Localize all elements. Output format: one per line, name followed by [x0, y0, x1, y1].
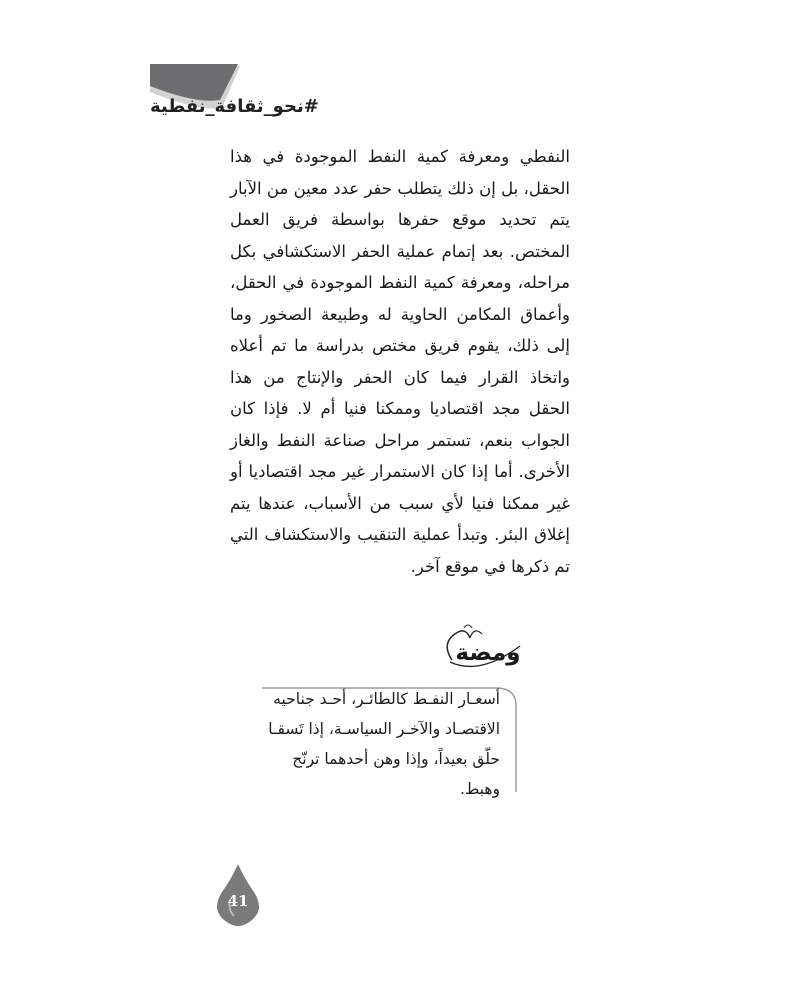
page-number: 41 [227, 892, 249, 910]
chapter-hashtag: #نحو_ثقافة_نفطية [150, 96, 319, 117]
header-tab-shape [0, 0, 800, 140]
aside-quote-text: أسعـار النفـط كالطائـر، أحـد جناحيه الاقتصـاد والآخـر السياسـة، إذا تَسقـا حلّق بعيداً، وإذا وهن أحدهما ترنّح وهبط. [268, 690, 500, 798]
aside-quote [268, 684, 500, 804]
body-text [230, 141, 570, 582]
logo-text: ومضة [455, 640, 521, 666]
body-paragraph: النفطي ومعرفة كمية النفط الموجودة في هذا الحقل، بل إن ذلك يتطلب حفر عدد معين من الآبار يتم تحديد موقع حفرها بواسطة فريق العمل المختص. بعد إتمام عملية الحفر الاستكشافي بكل مراحله، ومعرفة كمية النفط الموجودة في الحقل، وأعماق المكامن الحاوية له وطبيعة الصخور وما إلى ذلك، يقوم فريق مختص بدراسة ما تم أعلاه واتخاذ القرار فيما كان الحفر والإنتاج من هذا الحقل مجد اقتصاديا وممكنا فنيا أم لا. فإذا كان الجواب بنعم، تستمر مراحل صناعة النفط والغاز الأخرى. أما إذا كان الاستمرار غير مجد اقتصاديا أو غير ممكنا فنيا لأي سبب من الأسباب، عندها يتم إغلاق البئر. وتبدأ عملية التنقيب والاستكشاف التي تم ذكرها في موقع آخر. [230, 147, 570, 576]
